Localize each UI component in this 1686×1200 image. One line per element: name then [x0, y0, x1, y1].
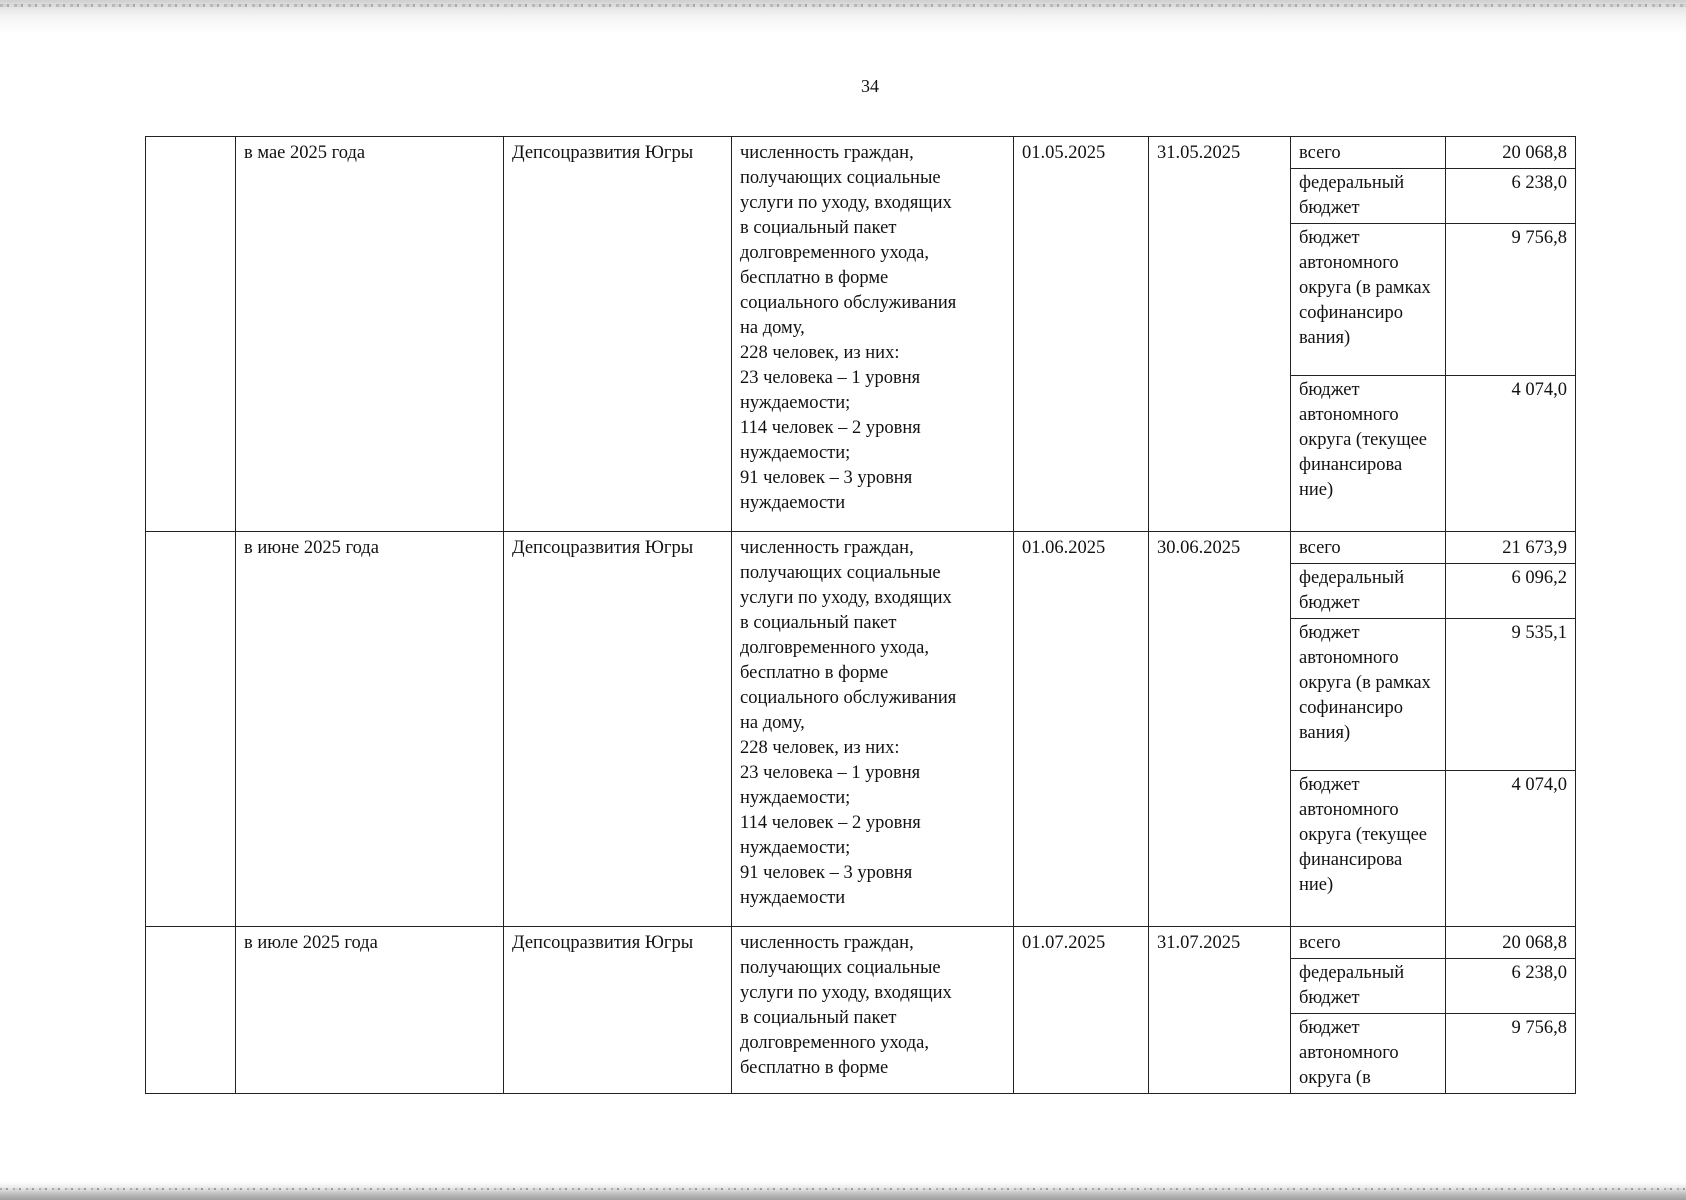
description-line: нуждаемости	[740, 493, 846, 513]
start-date-cell: 01.06.2025	[1014, 532, 1149, 927]
description-line: долговременного ухода,	[740, 638, 929, 658]
description-line: в социальный пакет	[740, 218, 897, 238]
funding-amount-cell: 6 238,0	[1446, 169, 1576, 224]
table-row	[146, 927, 1576, 959]
description-line: нуждаемости;	[740, 838, 851, 858]
executor-cell: Депсоцразвития Югры	[504, 927, 732, 1094]
description-line: долговременного ухода,	[740, 1033, 929, 1053]
scan-top-edge	[0, 0, 1686, 34]
description-line: нуждаемости	[740, 888, 846, 908]
funding-source-cell: всего	[1291, 532, 1446, 564]
description-line: услуги по уходу, входящих	[740, 983, 952, 1003]
description-line: 228 человек, из них:	[740, 738, 900, 758]
funding-source-cell: федеральный бюджет	[1291, 564, 1446, 619]
description-line: численность граждан,	[740, 538, 914, 558]
description-line: услуги по уходу, входящих	[740, 588, 952, 608]
funding-amount-cell: 6 238,0	[1446, 959, 1576, 1014]
scan-bottom-edge	[0, 1182, 1686, 1200]
row-index-cell	[146, 927, 236, 1094]
description-line: социального обслуживания	[740, 293, 957, 313]
table-body	[146, 137, 1576, 1094]
funding-source-cell: всего	[1291, 927, 1446, 959]
description-line: бесплатно в форме	[740, 1058, 889, 1078]
funding-amount-cell: 21 673,9	[1446, 532, 1576, 564]
funding-source-cell: бюджет автономного округа (в	[1291, 1014, 1446, 1094]
funding-amount-cell: 9 756,8	[1446, 1014, 1576, 1094]
period-cell: в июне 2025 года	[236, 532, 504, 927]
description-line: социального обслуживания	[740, 688, 957, 708]
period-cell: в мае 2025 года	[236, 137, 504, 532]
description-line: 23 человека – 1 уровня	[740, 763, 921, 783]
description-line: нуждаемости;	[740, 788, 851, 808]
description-line: бесплатно в форме	[740, 268, 889, 288]
funding-source-cell: бюджет автономного округа (текущее финансирова ние)	[1291, 376, 1446, 532]
description-line: 114 человек – 2 уровня	[740, 813, 921, 833]
end-date-cell: 31.07.2025	[1149, 927, 1291, 1094]
row-index-cell	[146, 532, 236, 927]
funding-amount-cell: 6 096,2	[1446, 564, 1576, 619]
description-line: 23 человека – 1 уровня	[740, 368, 921, 388]
funding-source-cell: бюджет автономного округа (текущее финансирова ние)	[1291, 771, 1446, 927]
period-cell: в июле 2025 года	[236, 927, 504, 1094]
description-line: на дому,	[740, 318, 805, 338]
description-line: нуждаемости;	[740, 393, 851, 413]
description-cell	[732, 532, 1014, 927]
start-date-cell: 01.05.2025	[1014, 137, 1149, 532]
description-line: 91 человек – 3 уровня	[740, 468, 913, 488]
end-date-cell: 30.06.2025	[1149, 532, 1291, 927]
executor-cell: Депсоцразвития Югры	[504, 532, 732, 927]
funding-amount-cell: 4 074,0	[1446, 771, 1576, 927]
funding-source-cell: бюджет автономного округа (в рамках софинансиро вания)	[1291, 619, 1446, 771]
description-line: получающих социальные	[740, 563, 941, 583]
description-line: численность граждан,	[740, 933, 914, 953]
funding-table	[145, 136, 1576, 1094]
description-line: 228 человек, из них:	[740, 343, 900, 363]
description-cell	[732, 927, 1014, 1094]
description-line: 114 человек – 2 уровня	[740, 418, 921, 438]
description-line: на дому,	[740, 713, 805, 733]
description-cell	[732, 137, 1014, 532]
funding-amount-cell: 9 756,8	[1446, 224, 1576, 376]
description-line: получающих социальные	[740, 958, 941, 978]
page-number: 34	[861, 76, 879, 96]
start-date-cell: 01.07.2025	[1014, 927, 1149, 1094]
funding-source-cell: всего	[1291, 137, 1446, 169]
funding-amount-cell: 9 535,1	[1446, 619, 1576, 771]
table-row	[146, 137, 1576, 169]
row-index-cell	[146, 137, 236, 532]
table-row	[146, 532, 1576, 564]
description-line: численность граждан,	[740, 143, 914, 163]
funding-source-cell: бюджет автономного округа (в рамках софинансиро вания)	[1291, 224, 1446, 376]
description-line: услуги по уходу, входящих	[740, 193, 952, 213]
description-line: получающих социальные	[740, 168, 941, 188]
description-line: нуждаемости;	[740, 443, 851, 463]
funding-amount-cell: 20 068,8	[1446, 137, 1576, 169]
description-line: 91 человек – 3 уровня	[740, 863, 913, 883]
funding-source-cell: федеральный бюджет	[1291, 959, 1446, 1014]
description-line: долговременного ухода,	[740, 243, 929, 263]
end-date-cell: 31.05.2025	[1149, 137, 1291, 532]
description-line: в социальный пакет	[740, 1008, 897, 1028]
executor-cell: Депсоцразвития Югры	[504, 137, 732, 532]
funding-source-cell: федеральный бюджет	[1291, 169, 1446, 224]
funding-amount-cell: 20 068,8	[1446, 927, 1576, 959]
description-line: в социальный пакет	[740, 613, 897, 633]
description-line: бесплатно в форме	[740, 663, 889, 683]
funding-amount-cell: 4 074,0	[1446, 376, 1576, 532]
